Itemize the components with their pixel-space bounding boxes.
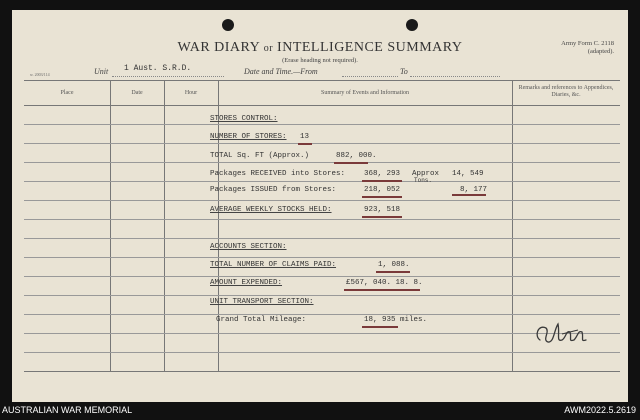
unit-dotted-line bbox=[112, 76, 224, 77]
total-sq-ft-label: TOTAL Sq. FT (Approx.) bbox=[210, 152, 310, 160]
value-underline bbox=[362, 216, 402, 218]
column-header-hour: Hour bbox=[184, 90, 198, 96]
form-subtitle: (Erase heading not required). bbox=[282, 57, 358, 64]
row-line bbox=[24, 333, 620, 334]
stores-control-heading: STORES CONTROL: bbox=[210, 115, 278, 123]
transport-section-heading: UNIT TRANSPORT SECTION: bbox=[210, 298, 314, 306]
column-header-summary: Summary of Events and Information bbox=[321, 90, 409, 96]
value-underline bbox=[344, 289, 420, 291]
row-line bbox=[24, 314, 620, 315]
title-war-diary: WAR DIARY bbox=[177, 40, 260, 55]
value-underline bbox=[298, 143, 312, 145]
to-dotted-line bbox=[410, 76, 500, 77]
title-or: or bbox=[263, 43, 274, 54]
avg-weekly-stocks-value: 923, 518 bbox=[364, 206, 401, 214]
issued-tons: 8, 177 bbox=[460, 186, 488, 194]
accounts-section-heading: ACCOUNTS SECTION: bbox=[210, 243, 287, 251]
print-reference: w. 2003/114 bbox=[30, 72, 50, 77]
claims-paid-value: 1, 088. bbox=[378, 261, 410, 269]
row-line bbox=[24, 181, 620, 182]
value-underline bbox=[452, 194, 486, 196]
value-underline bbox=[362, 180, 402, 182]
footer-accession-number: AWM2022.5.2619 bbox=[564, 405, 636, 415]
avg-weekly-stocks-label: AVERAGE WEEKLY STOCKS HELD: bbox=[210, 206, 332, 214]
unit-label: Unit bbox=[94, 67, 109, 76]
diary-sheet bbox=[12, 10, 628, 402]
unit-value: 1 Aust. S.R.D. bbox=[124, 64, 192, 73]
row-line bbox=[24, 295, 620, 296]
column-header-date: Date bbox=[131, 90, 143, 96]
to-label: To bbox=[400, 67, 408, 76]
column-header-place: Place bbox=[60, 90, 74, 96]
header-divider bbox=[24, 105, 620, 106]
form-reference bbox=[561, 40, 614, 56]
issued-value: 218, 052 bbox=[364, 186, 401, 194]
row-line bbox=[24, 143, 620, 144]
punch-hole bbox=[222, 19, 234, 31]
form-adapted: (adapted). bbox=[587, 48, 614, 55]
column-header-remarks: Remarks and references to Appendices, Diaries, &c. bbox=[518, 85, 614, 98]
diary-table bbox=[24, 80, 620, 372]
row-line bbox=[24, 162, 620, 163]
row-line bbox=[24, 200, 620, 201]
value-underline bbox=[362, 326, 398, 328]
title-intelligence-summary: INTELLIGENCE SUMMARY bbox=[277, 40, 463, 55]
form-number: Army Form C. 2118 bbox=[561, 40, 614, 47]
amount-expended-label: AMOUNT EXPENDED: bbox=[210, 279, 283, 287]
received-label: Packages RECEIVED into Stores: bbox=[210, 170, 346, 178]
value-underline bbox=[334, 162, 368, 164]
handwritten-signature bbox=[532, 310, 592, 350]
amount-expended-value: £567, 040. 18. 8. bbox=[346, 279, 423, 287]
issued-label: Packages ISSUED from Stores: bbox=[210, 186, 337, 194]
approx-label: Approx bbox=[412, 170, 440, 178]
claims-paid-label: TOTAL NUMBER OF CLAIMS PAID: bbox=[210, 261, 337, 269]
grand-total-mileage-label: Grand Total Mileage: bbox=[216, 316, 307, 324]
tons-label: Tons. bbox=[414, 177, 433, 184]
form-title bbox=[12, 40, 628, 56]
date-dotted-line bbox=[342, 76, 398, 77]
received-tons: 14, 549 bbox=[452, 170, 484, 178]
value-underline bbox=[376, 271, 410, 273]
row-line bbox=[24, 276, 620, 277]
grand-total-mileage-value: 18, 935 miles. bbox=[364, 316, 428, 324]
punch-hole bbox=[406, 19, 418, 31]
number-of-stores-label: NUMBER OF STORES: bbox=[210, 133, 287, 141]
row-line bbox=[24, 257, 620, 258]
date-label: Date and Time.—From bbox=[244, 67, 318, 76]
row-line bbox=[24, 219, 620, 220]
value-underline bbox=[362, 196, 402, 198]
received-value: 368, 293 bbox=[364, 170, 401, 178]
footer-institution: AUSTRALIAN WAR MEMORIAL bbox=[2, 405, 133, 415]
row-line bbox=[24, 352, 620, 353]
row-line bbox=[24, 238, 620, 239]
row-line bbox=[24, 124, 620, 125]
number-of-stores-value: 13 bbox=[300, 133, 310, 141]
total-sq-ft-value: 882, 000. bbox=[336, 152, 377, 160]
